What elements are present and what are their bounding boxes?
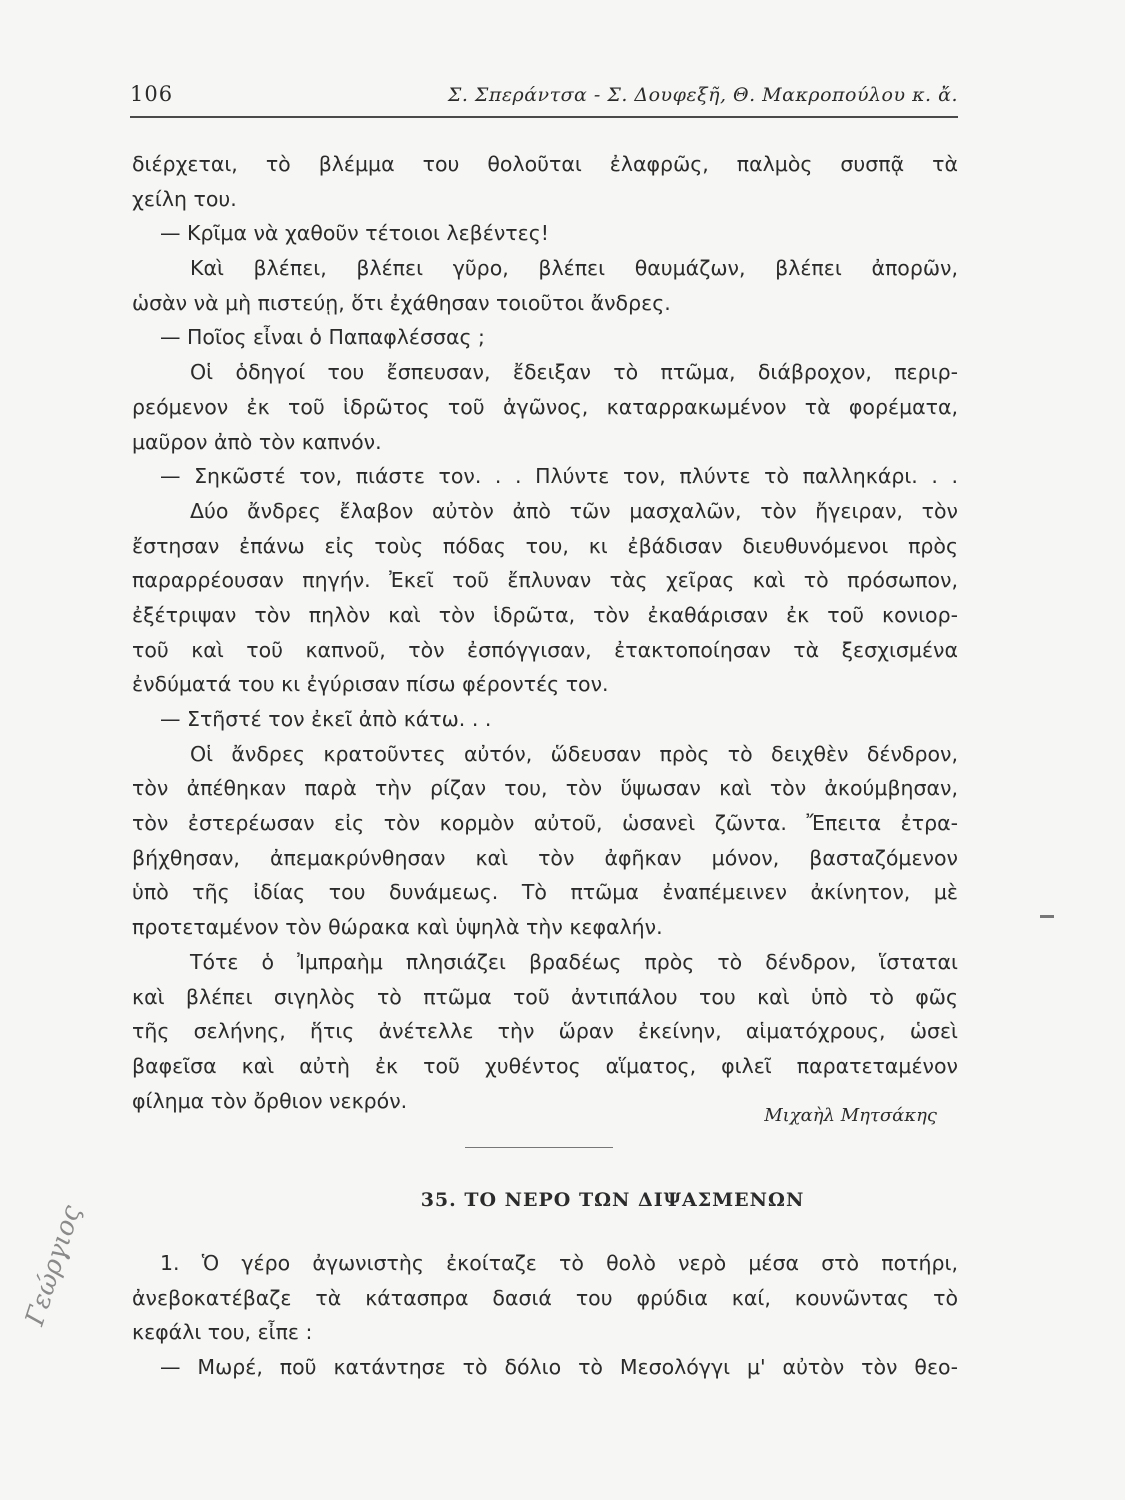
text-line: Δύο ἄνδρες ἔλαβον αὐτὸν ἀπὸ τῶν μασχαλῶν, τὸν ἤγειραν, τὸν [190,498,958,523]
text-line: ρεόμενον ἐκ τοῦ ἱδρῶτος τοῦ ἀγῶνος, καταρρακωμένον τὰ φορέματα, [132,394,958,419]
text-line: κεφάλι του, εἶπε : [132,1320,313,1345]
text-line: ἐνδύματά του κι ἐγύρισαν πίσω φέροντές τον. [132,672,609,697]
text-line: — Ποῖος εἶναι ὁ Παπαφλέσσας ; [160,325,485,350]
text-line: — Μωρέ, ποῦ κατάντησε τὸ δόλιο τὸ Μεσολόγγι μ' αὐτὸν τὸν θεο- [160,1355,958,1380]
text-line: φίλημα τὸν ὄρθιον νεκρόν. [132,1088,408,1113]
running-head: Σ. Σπεράντσα - Σ. Δουφεξῆ, Θ. Μακροπούλου κ. ἄ. [447,84,958,106]
text-line: προτεταμένον τὸν θώρακα καὶ ὑψηλὰ τὴν κεφαλήν. [132,915,663,940]
text-line: τοῦ καὶ τοῦ καπνοῦ, τὸν ἐσπόγγισαν, ἐτακτοποίησαν τὰ ξεσχισμένα [132,637,958,662]
section-text [132,1246,958,1385]
text-line: βήχθησαν, ἀπεμακρύνθησαν καὶ τὸν ἀφῆκαν μόνον, βασταζόμενον [132,845,958,870]
text-line: τὸν ἀπέθηκαν παρὰ τὴν ρίζαν του, τὸν ὕψωσαν καὶ τὸν ἀκούμβησαν, [132,776,958,801]
text-line: τῆς σελήνης, ἥτις ἀνέτελλε τὴν ὥραν ἐκείνην, αἱματόχρους, ὡσεὶ [132,1019,958,1044]
text-line: Τότε ὁ Ἰμπραὴμ πλησιάζει βραδέως πρὸς τὸ δένδρον, ἵσταται [190,949,958,974]
text-line: — Σηκῶστέ τον, πιάστε τον. . . Πλύντε τον, πλύντε τὸ παλληκάρι. . . [160,464,958,489]
text-line: — Κρῖμα νὰ χαθοῦν τέτοιοι λεβέντες! [160,221,549,246]
text-line: ὡσὰν νὰ μὴ πιστεύῃ, ὅτι ἐχάθησαν τοιοῦτοι ἄνδρες. [132,290,671,315]
section-divider [465,1147,613,1148]
text-line: ἀνεβοκατέβαζε τὰ κάτασπρα δασιά του φρύδια καί, κουνῶντας τὸ [132,1285,958,1310]
text-line: βαφεῖσα καὶ αὐτὴ ἐκ τοῦ χυθέντος αἵματος, φιλεῖ παρατεταμένον [132,1053,958,1078]
page-header [130,80,958,118]
text-line: τὸν ἐστερέωσαν εἰς τὸν κορμὸν αὐτοῦ, ὡσανεὶ ζῶντα. Ἔπειτα ἐτρα- [132,811,958,836]
section-heading: 35. ΤΟ ΝΕΡΟ ΤΩΝ ΔΙΨΑΣΜΕΝΩΝ [420,1189,805,1211]
text-line: παραρρέουσαν πηγήν. Ἐκεῖ τοῦ ἔπλυναν τὰς χεῖρας καὶ τὸ πρόσωπον, [132,568,958,593]
text-line: διέρχεται, τὸ βλέμμα του θολοῦται ἐλαφρῶς, παλμὸς συσπᾷ τὰ [132,152,958,176]
text-line: χείλη του. [132,186,237,211]
handwritten-margin-note: Γεώργιος [20,1201,87,1330]
passage-text [132,147,958,1118]
text-line: καὶ βλέπει σιγηλὸς τὸ πτῶμα τοῦ ἀντιπάλου του καὶ ὑπὸ τὸ φῶς [132,984,958,1009]
text-line: Οἱ ἄνδρες κρατοῦντες αὐτόν, ὥδευσαν πρὸς τὸ δειχθὲν δένδρον, [190,741,958,766]
ink-mark [1040,915,1054,918]
author-signature: Μιχαὴλ Μητσάκης [764,1105,937,1126]
text-line: 1. Ὁ γέρο ἀγωνιστὴς ἐκοίταζε τὸ θολὸ νερὸ μέσα στὸ ποτήρι, [160,1251,958,1275]
text-line: ὑπὸ τῆς ἰδίας του δυνάμεως. Τὸ πτῶμα ἐναπέμεινεν ἀκίνητον, μὲ [132,880,958,905]
text-line: Οἱ ὁδηγοί του ἔσπευσαν, ἔδειξαν τὸ πτῶμα, διάβροχον, περιρ- [190,360,958,385]
page-number: 106 [130,82,174,106]
text-line: μαῦρον ἀπὸ τὸν καπνόν. [132,429,382,454]
text-line: — Στῆστέ τον ἐκεῖ ἀπὸ κάτω. . . [160,707,492,731]
text-line: ἐξέτριψαν τὸν πηλὸν καὶ τὸν ἱδρῶτα, τὸν ἐκαθάρισαν ἐκ τοῦ κονιορ- [132,602,958,627]
text-line: Καὶ βλέπει, βλέπει γῦρο, βλέπει θαυμάζων, βλέπει ἀπορῶν, [190,256,958,281]
text-line: ἔστησαν ἐπάνω εἰς τοὺς πόδας του, κι ἐβάδισαν διευθυνόμενοι πρὸς [132,533,958,558]
